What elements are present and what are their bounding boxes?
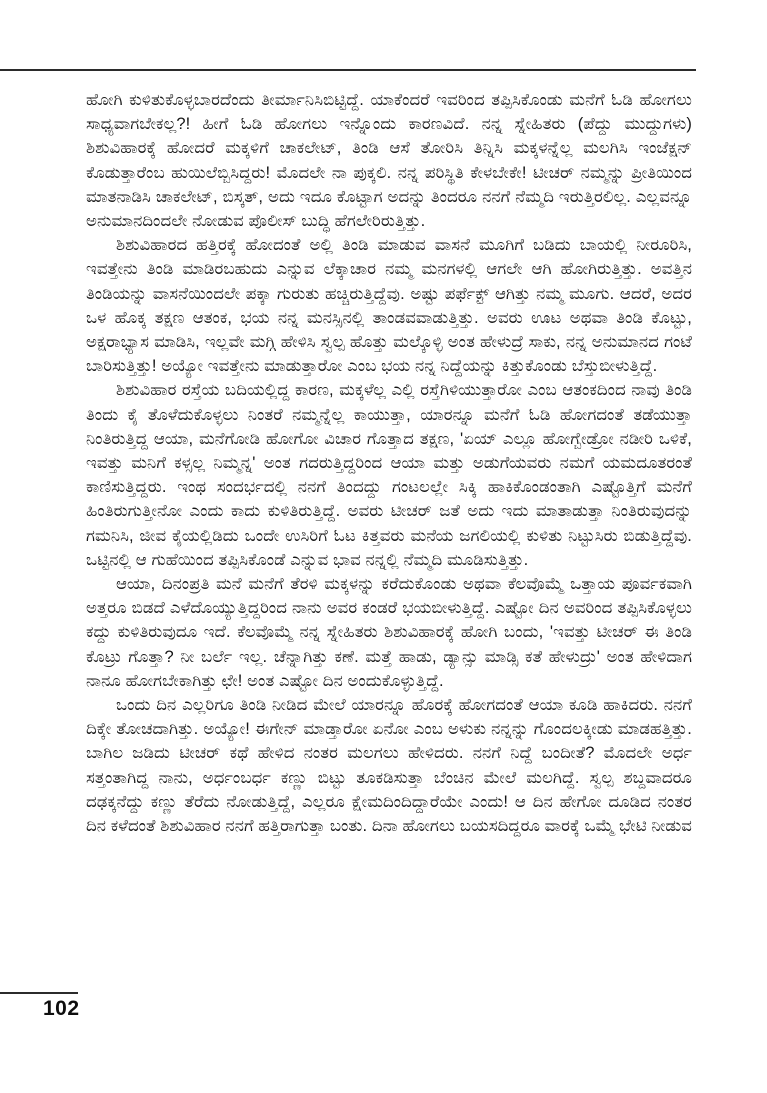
body-paragraph: ಶಿಶುವಿಹಾರ ರಸ್ತೆಯ ಬದಿಯಲ್ಲಿದ್ದ ಕಾರಣ, ಮಕ್ಕಳೆಲ್ಲ ಎಲ್ಲಿ ರಸ್ತೆಗಿಳಿಯುತ್ತಾರೋ ಎಂಬ ಆತಂಕದಿಂದ ನಾವು ತಿಂಡಿ ತಿಂದು ಕೈ ತೊಳೆದುಕೊಳ್ಳಲು ನಿಂತರೆ ನಮ್ಮನ್ನೆಲ್ಲ ಕಾಯುತ್ತಾ, ಯಾರನ್ನೂ ಮನೆಗೆ ಓಡಿ ಹೋಗದಂತೆ ತಡೆಯುತ್ತಾ ನಿಂತಿರುತ್ತಿದ್ದ ಆಯಾ, ಮನೆಗೋಡಿ ಹೋಗೋ ವಿಚಾರ ಗೊತ್ತಾದ ತಕ್ಷಣ, 'ಏಯ್ ಎಲ್ಲೂ ಹೋಗ್ಬೇಡ್ರೋ ನಡೀರಿ ಒಳಿಕೆ, ಇವತ್ತು ಮನಿಗೆ ಕಳ್ಸಲ್ಲ ನಿಮ್ಮನ್ನ' ಅಂತ ಗದರುತ್ತಿದ್ದರಿಂದ ಆಯಾ ಮತ್ತು ಅಡುಗೆಯವರು ನಮಗೆ ಯಮದೂತರಂತೆ ಕಾಣಿಸುತ್ತಿದ್ದರು. ಇಂಥ ಸಂದರ್ಭದಲ್ಲಿ ನನಗೆ ತಿಂದದ್ದು ಗಂಟಲಲ್ಲೇ ಸಿಕ್ಕಿ ಹಾಕಿಕೊಂಡಂತಾಗಿ ಎಷ್ಟೊತ್ತಿಗೆ ಮನೆಗೆ ಹಿಂತಿರುಗುತ್ತೀನೋ ಎಂದು ಕಾದು ಕುಳಿತಿರುತ್ತಿದ್ದೆ. ಅವರು ಟೀಚರ್ ಜತೆ ಅದು ಇದು ಮಾತಾಡುತ್ತಾ ನಿಂತಿರುವುದನ್ನು ಗಮನಿಸಿ, ಜೀವ ಕೈಯಲ್ಲಿಡಿದು ಒಂದೇ ಉಸಿರಿಗೆ ಓಟ ಕಿತ್ತವರು ಮನೆಯ ಜಗಲಿಯಲ್ಲಿ ಕುಳಿತು ನಿಟ್ಟುಸಿರು ಬಿಡುತ್ತಿದ್ದೆವು. ಒಟ್ಟಿನಲ್ಲಿ ಆ ಗುಹೆಯಿಂದ ತಪ್ಪಿಸಿಕೊಂಡೆ ಎನ್ನುವ ಭಾವ ನನ್ನಲ್ಲಿ ನೆಮ್ಮದಿ ಮೂಡಿಸುತ್ತಿತ್ತು. — [86, 381, 692, 569]
header-rule — [0, 69, 696, 71]
body-paragraph: ಶಿಶುವಿಹಾರದ ಹತ್ತಿರಕ್ಕೆ ಹೋದಂತೆ ಅಲ್ಲಿ ತಿಂಡಿ ಮಾಡುವ ವಾಸನೆ ಮೂಗಿಗೆ ಬಡಿದು ಬಾಯಲ್ಲಿ ನೀರೂರಿಸಿ, ಇವತ್ತೇನು ತಿಂಡಿ ಮಾಡಿರಬಹುದು ಎನ್ನುವ ಲೆಕ್ಕಾಚಾರ ನಮ್ಮ ಮನಗಳಲ್ಲಿ ಆಗಲೇ ಆಗಿ ಹೋಗಿರುತ್ತಿತ್ತು. ಅವತ್ತಿನ ತಿಂಡಿಯನ್ನು ವಾಸನೆಯಿಂದಲೇ ಪಕ್ಕಾ ಗುರುತು ಹಚ್ಚಿರುತ್ತಿದ್ದೆವು. ಅಷ್ಟು ಪರ್ಫೆಕ್ಟ್ ಆಗಿತ್ತು ನಮ್ಮ ಮೂಗು. ಆದರೆ, ಅದರ ಒಳ ಹೊಕ್ಕ ತಕ್ಷಣ ಆತಂಕ, ಭಯ ನನ್ನ ಮನಸ್ಸಿನಲ್ಲಿ ತಾಂಡವವಾಡುತ್ತಿತ್ತು. ಅವರು ಊಟ ಅಥವಾ ತಿಂಡಿ ಕೊಟ್ಟು, ಅಕ್ಷರಾಭ್ಯಾಸ ಮಾಡಿಸಿ, ಇಲ್ಲವೇ ಮಗ್ಗಿ ಹೇಳಿಸಿ ಸ್ವಲ್ಪ ಹೊತ್ತು ಮಲ್ಕೊಳ್ಳಿ ಅಂತ ಹೇಳುದ್ರೆ ಸಾಕು, ನನ್ನ ಅನುಮಾನದ ಗಂಟೆ ಬಾರಿಸುತ್ತಿತ್ತು! ಅಯ್ಯೋ ಇವತ್ತೇನು ಮಾಡುತ್ತಾರೋ ಎಂಬ ಭಯ ನನ್ನ ನಿದ್ದೆಯನ್ನು ಕಿತ್ತುಕೊಂಡು ಬೆಸ್ತುಬೀಳುತ್ತಿದ್ದೆ. — [86, 236, 692, 376]
body-paragraph: ಆಯಾ, ದಿನಂಪ್ರತಿ ಮನೆ ಮನೆಗೆ ತೆರಳಿ ಮಕ್ಕಳನ್ನು ಕರೆದುಕೊಂಡು ಅಥವಾ ಕೆಲವೊಮ್ಮೆ ಒತ್ತಾಯ ಪೂರ್ವಕವಾಗಿ ಅತ್ತರೂ ಬಿಡದೆ ಎಳೆದೊಯ್ಯುತ್ತಿದ್ದರಿಂದ ನಾನು ಅವರ ಕಂಡರೆ ಭಯಬೀಳುತ್ತಿದ್ದೆ. ಎಷ್ಟೋ ದಿನ ಅವರಿಂದ ತಪ್ಪಿಸಿಕೊಳ್ಳಲು ಕದ್ದು ಕುಳಿತಿರುವುದೂ ಇದೆ. ಕೆಲವೊಮ್ಮೆ ನನ್ನ ಸ್ನೇಹಿತರು ಶಿಶುವಿಹಾರಕ್ಕೆ ಹೋಗಿ ಬಂದು, 'ಇವತ್ತು ಟೀಚರ್ ಈ ತಿಂಡಿ ಕೊಟ್ರು ಗೊತ್ತಾ? ನೀ ಬರ್ಲೆ ಇಲ್ಲ. ಚೆನ್ನಾಗಿತ್ತು ಕಣೆ. ಮತ್ತೆ ಹಾಡು, ಡ್ಯಾನ್ಸು ಮಾಡ್ಸಿ ಕತೆ ಹೇಳುದ್ರು' ಅಂತ ಹೇಳಿದಾಗ ನಾನೂ ಹೋಗಬೇಕಾಗಿತ್ತು ಛೇ! ಅಂತ ಎಷ್ಟೋ ದಿನ ಅಂದುಕೊಳ್ಳುತ್ತಿದ್ದೆ. — [86, 575, 692, 690]
footer-rule — [0, 992, 78, 994]
body-paragraph: ಒಂದು ದಿನ ಎಲ್ಲರಿಗೂ ತಿಂಡಿ ನೀಡಿದ ಮೇಲೆ ಯಾರನ್ನೂ ಹೊರಕ್ಕೆ ಹೋಗದಂತೆ ಆಯಾ ಕೂಡಿ ಹಾಕಿದರು. ನನಗೆ ದಿಕ್ಕೇ ತೋಚದಾಗಿತ್ತು. ಅಯ್ಯೋ! ಈಗೇನ್ ಮಾಡ್ತಾರೋ ಏನೋ ಎಂಬ ಅಳುಕು ನನ್ನನ್ನು ಗೊಂದಲಕ್ಕೀಡು ಮಾಡಹತ್ತಿತ್ತು. ಬಾಗಿಲ ಜಡಿದು ಟೀಚರ್ ಕಥೆ ಹೇಳಿದ ನಂತರ ಮಲಗಲು ಹೇಳಿದರು. ನನಗೆ ನಿದ್ದೆ ಬಂದೀತೆ? ಮೊದಲೇ ಅರ್ಧ ಸತ್ತಂತಾಗಿದ್ದ ನಾನು, ಅರ್ಧಂಬರ್ಧ ಕಣ್ಣು ಬಿಟ್ಟು ತೂಕಡಿಸುತ್ತಾ ಬೆಂಚಿನ ಮೇಲೆ ಮಲಗಿದ್ದೆ. ಸ್ವಲ್ಪ ಶಬ್ದವಾದರೂ ದಢಕ್ಕನೆದ್ದು ಕಣ್ಣು ತೆರೆದು ನೋಡುತ್ತಿದ್ದೆ, ಎಲ್ಲರೂ ಕ್ಷೇಮದಿಂದಿದ್ದಾರೆಯೇ ಎಂದು! ಆ ದಿನ ಹೇಗೋ ದೂಡಿದ ನಂತರ ದಿನ ಕಳೆದಂತೆ ಶಿಶುವಿಹಾರ ನನಗೆ ಹತ್ತಿರಾಗುತ್ತಾ ಬಂತು. ದಿನಾ ಹೋಗಲು ಬಯಸದಿದ್ದರೂ ವಾರಕ್ಕೆ ಒಮ್ಮೆ ಭೇಟಿ ನೀಡುವ — [86, 696, 692, 836]
page-text-block — [86, 88, 692, 838]
page-number: 102 — [43, 997, 80, 1020]
body-paragraph: ಹೋಗಿ ಕುಳಿತುಕೊಳ್ಳಬಾರದೆಂದು ತೀರ್ಮಾನಿಸಿಬಿಟ್ಟಿದ್ದೆ. ಯಾಕೆಂದರೆ ಇವರಿಂದ ತಪ್ಪಿಸಿಕೊಂಡು ಮನೆಗೆ ಓಡಿ ಹೋಗಲು ಸಾಧ್ಯವಾಗಬೇಕಲ್ಲ?! ಹೀಗೆ ಓಡಿ ಹೋಗಲು ಇನ್ನೊಂದು ಕಾರಣವಿದೆ. ನನ್ನ ಸ್ನೇಹಿತರು (ಪೆದ್ದು ಮುದ್ದುಗಳು) ಶಿಶುವಿಹಾರಕ್ಕೆ ಹೋದರೆ ಮಕ್ಕಳಿಗೆ ಚಾಕಲೇಟ್, ತಿಂಡಿ ಆಸೆ ತೋರಿಸಿ ತಿನ್ನಿಸಿ ಮಕ್ಕಳನ್ನೆಲ್ಲ ಮಲಗಿಸಿ ಇಂಜೆಕ್ಷನ್ ಕೊಡುತ್ತಾರೆಂಬ ಹುಯಿಲೆಬ್ಬಿಸಿದ್ದರು! ಮೊದಲೇ ನಾ ಪುಕ್ಕಲಿ. ನನ್ನ ಪರಿಸ್ಥಿತಿ ಕೇಳಬೇಕೇ! ಟೀಚರ್ ನಮ್ಮನ್ನು ಪ್ರೀತಿಯಿಂದ ಮಾತನಾಡಿಸಿ ಚಾಕಲೇಟ್, ಬಿಸ್ಕತ್, ಅದು ಇದೂ ಕೊಟ್ಟಾಗ ಅದನ್ನು ತಿಂದರೂ ನನಗೆ ನೆಮ್ಮದಿ ಇರುತ್ತಿರಲಿಲ್ಲ. ಎಲ್ಲವನ್ನೂ ಅನುಮಾನದಿಂದಲೇ ನೋಡುವ ಪೊಲೀಸ್ ಬುದ್ಧಿ ಹೆಗಲೇರಿರುತ್ತಿತ್ತು. — [86, 91, 692, 231]
